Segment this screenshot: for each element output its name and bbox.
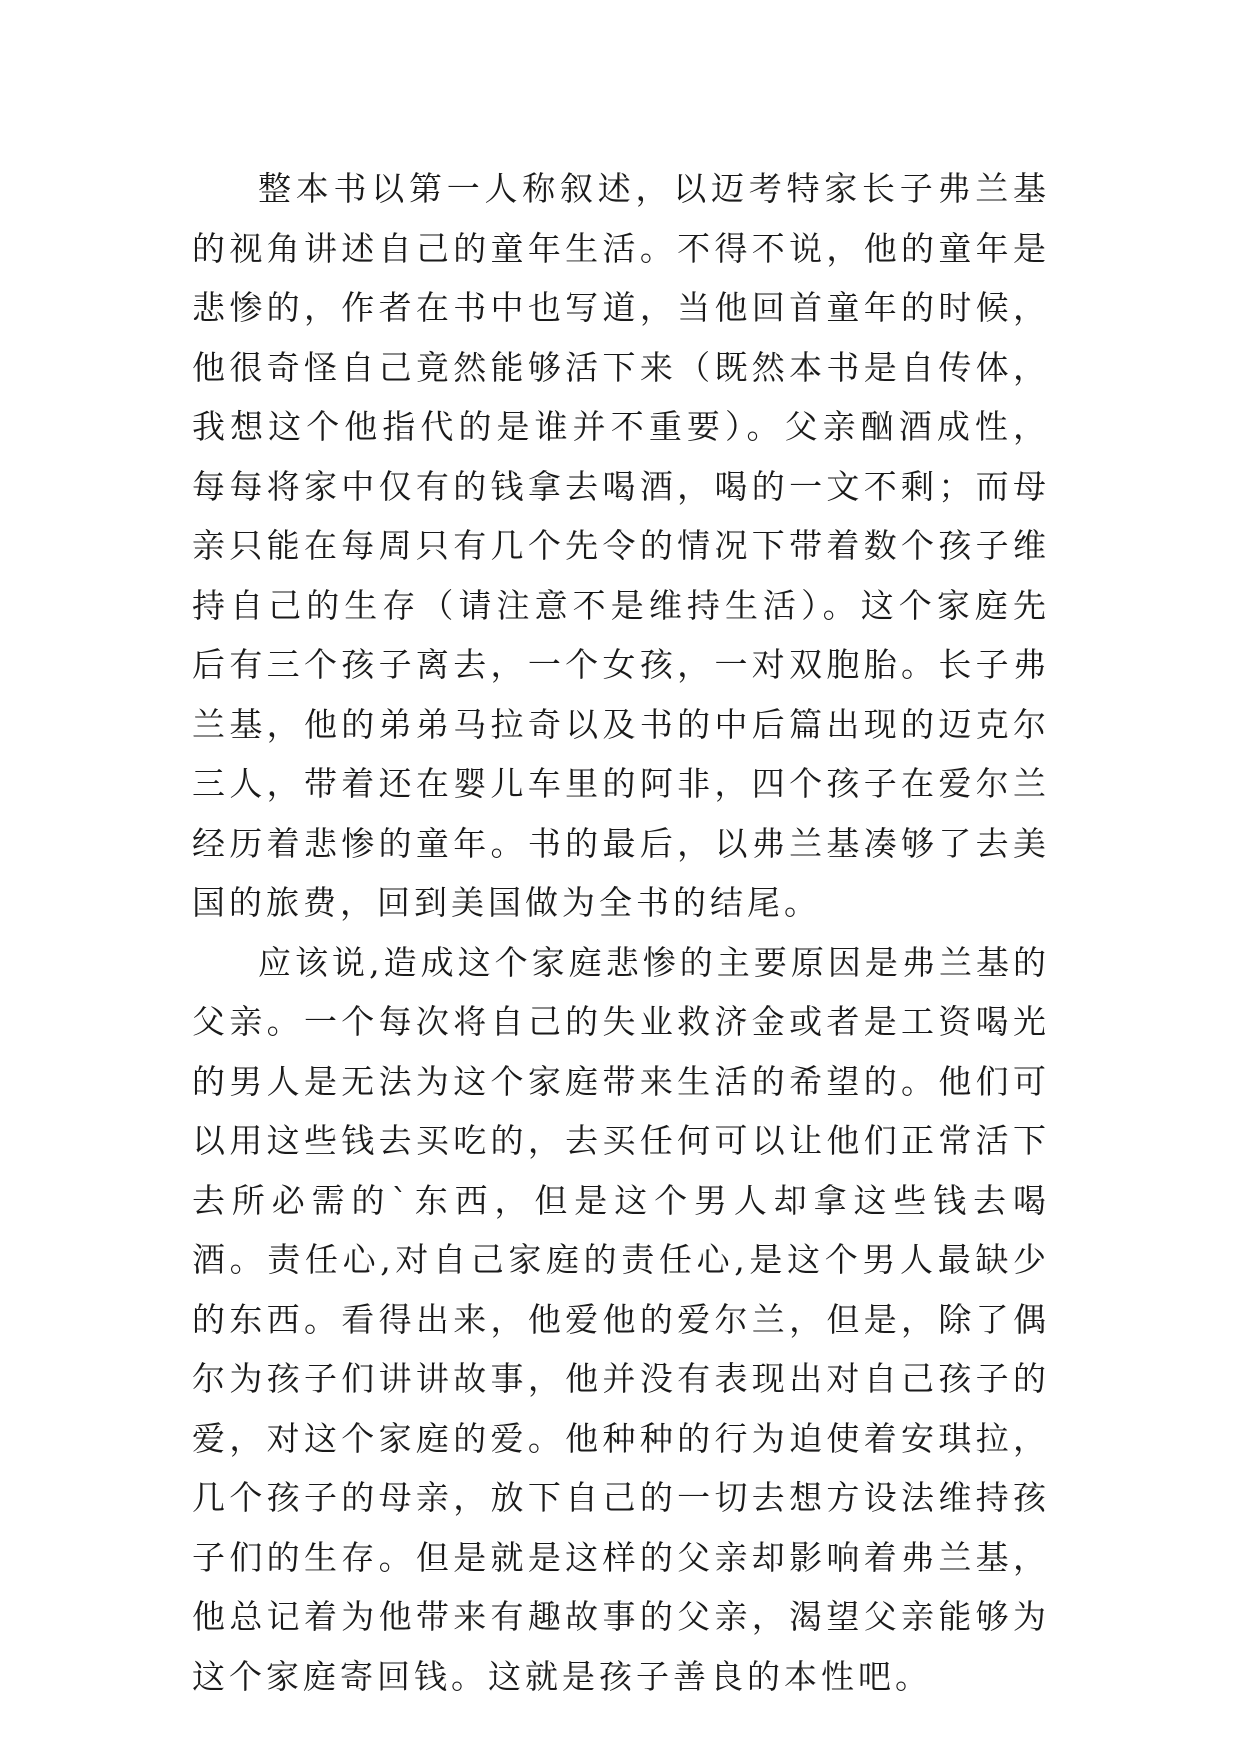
paragraph: 应该说,造成这个家庭悲惨的主要原因是弗兰基的父亲。一个每次将自己的失业救济金或者是工资喝光的男人是无法为这个家庭带来生活的希望的。他们可以用这些钱去买吃的，去买任何可以让他们正常活下去所必需的`东西，但是这个男人却拿这些钱去喝酒。责任心,对自己家庭的责任心,是这个男人最缺少的东西。看得出来，他爱他的爱尔兰，但是，除了偶尔为孩子们讲讲故事，他并没有表现出对自己孩子的爱，对这个家庭的爱。他种种的行为迫使着安琪拉，几个孩子的母亲，放下自己的一切去想方设法维持孩子们的生存。但是就是这样的父亲却影响着弗兰基，他总记着为他带来有趣故事的父亲，渴望父亲能够为这个家庭寄回钱。这就是孩子善良的本性吧。 (192, 942, 1050, 1696)
paragraph: 整本书以第一人称叙述，以迈考特家长子弗兰基的视角讲述自己的童年生活。不得不说，他的童年是悲惨的，作者在书中也写道，当他回首童年的时候，他很奇怪自己竟然能够活下来（既然本书是自传体，我想这个他指代的是谁并不重要）。父亲酗酒成性，每每将家中仅有的钱拿去喝酒，喝的一文不剩；而母亲只能在每周只有几个先令的情况下带着数个孩子维持自己的生存（请注意不是维持生活）。这个家庭先后有三个孩子离去，一个女孩，一对双胞胎。长子弗兰基，他的弟弟马拉奇以及书的中后篇出现的迈克尔三人，带着还在婴儿车里的阿非，四个孩子在爱尔兰经历着悲惨的童年。书的最后，以弗兰基凑够了去美国的旅费，回到美国做为全书的结尾。 (192, 169, 1050, 922)
body-text (192, 159, 1050, 1706)
